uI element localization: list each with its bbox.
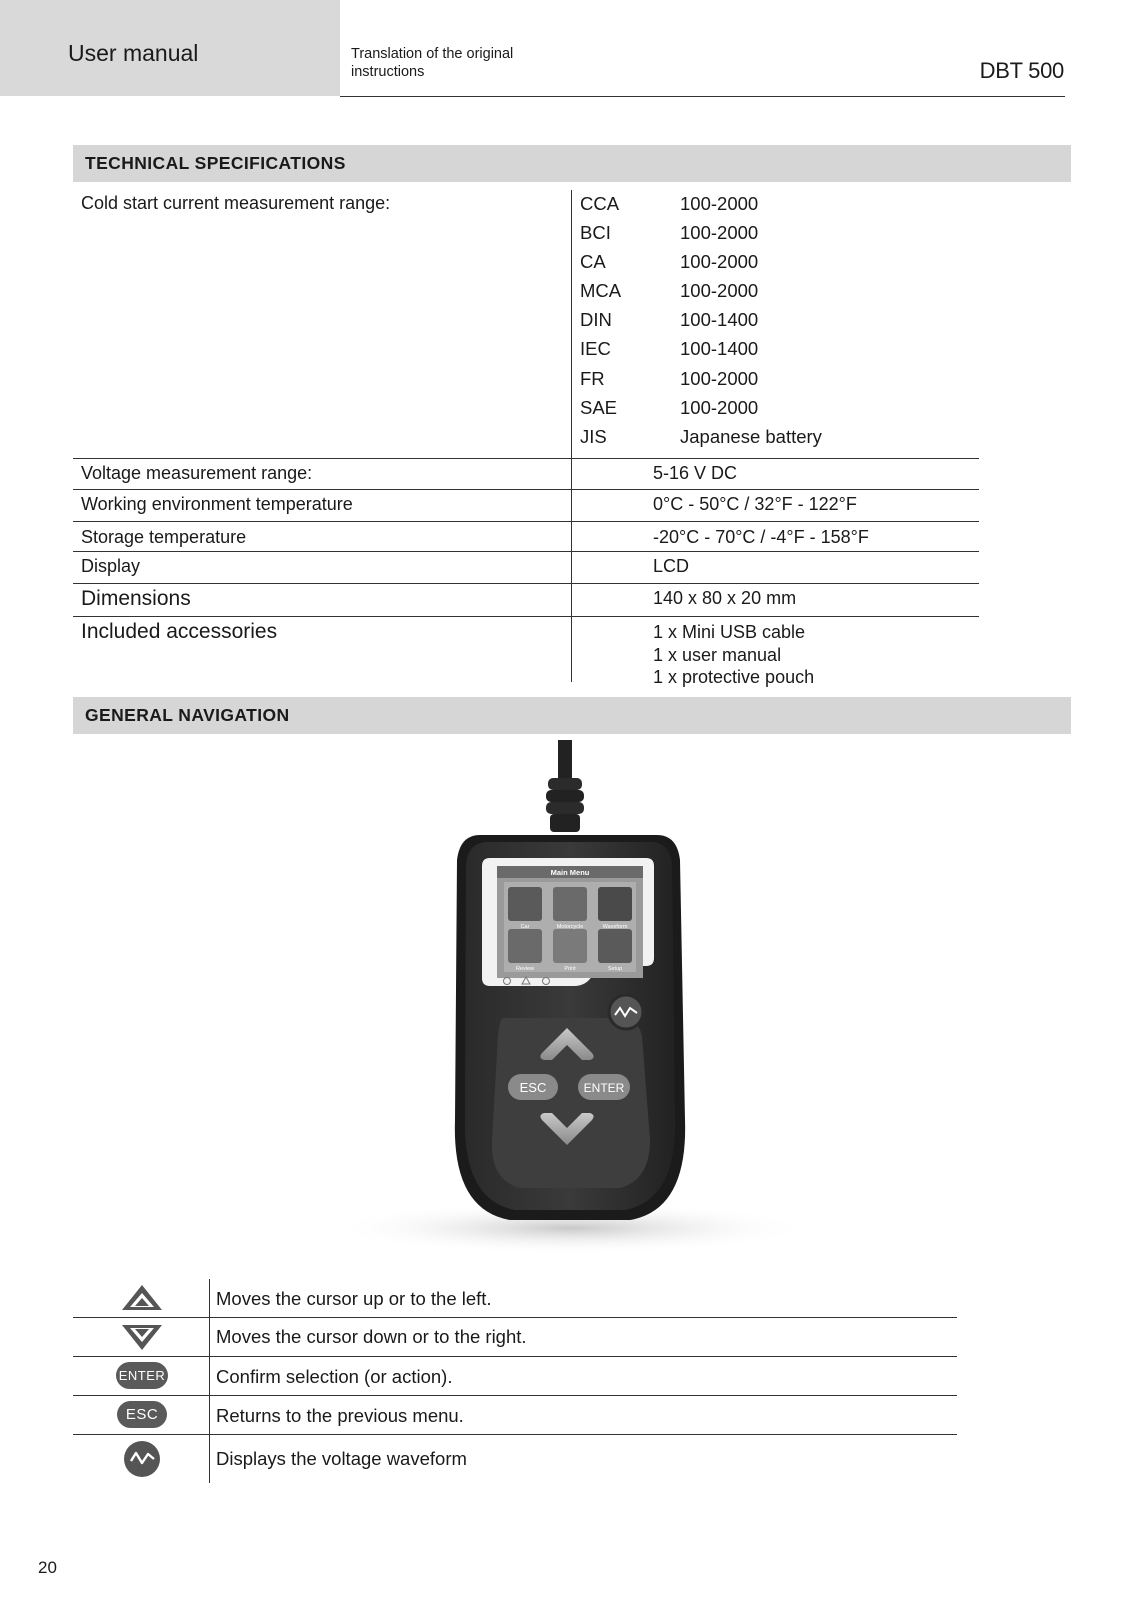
cold-start-item: FR 100-2000 — [580, 368, 759, 389]
spec-label: Working environment temperature — [81, 494, 353, 514]
menu-item-review: Review — [515, 966, 535, 972]
spec-row-cold-start — [73, 190, 979, 459]
accessory-item: 1 x Mini USB cable — [653, 622, 806, 642]
device-esc-button: ESC — [519, 1080, 547, 1095]
spec-row-dimensions — [73, 584, 979, 617]
cold-start-item: MCA 100-2000 — [580, 280, 759, 301]
spec-label: Included accessories — [81, 620, 278, 643]
nav-row-down — [73, 1317, 957, 1357]
page-number: 20 — [38, 1558, 57, 1577]
spec-row-working-temp — [73, 490, 979, 522]
nav-row-up — [73, 1279, 957, 1318]
nav-description: Confirm selection (or action). — [216, 1366, 453, 1387]
spec-value: 140 x 80 x 20 mm — [653, 588, 797, 608]
nav-description: Displays the voltage waveform — [216, 1448, 467, 1469]
spec-row-voltage — [73, 459, 979, 490]
header-subtitle: Translation of the original instructions — [351, 46, 514, 80]
cold-start-item: CA 100-2000 — [580, 251, 759, 272]
spec-row-display — [73, 552, 979, 584]
accessory-item: 1 x user manual — [653, 644, 782, 665]
nav-row-esc — [73, 1395, 957, 1435]
menu-item-setup: Setup — [607, 966, 623, 972]
spec-label: Cold start current measurement range: — [81, 193, 391, 213]
section-heading-technical-specifications: TECHNICAL SPECIFICATIONS — [73, 145, 1071, 182]
cold-start-item: CCA 100-2000 — [580, 193, 759, 214]
header-divider — [340, 96, 1065, 97]
spec-value: -20°C - 70°C / -4°F - 158°F — [653, 527, 869, 547]
menu-item-motorcycle: Motorcycle — [556, 924, 584, 930]
device-screen-title: Main Menu — [550, 868, 590, 877]
cold-start-item: IEC 100-1400 — [580, 338, 759, 359]
cold-start-item: JIS Japanese battery — [580, 426, 822, 447]
menu-item-waveform: Waveform — [602, 924, 628, 930]
spec-label: Voltage measurement range: — [81, 463, 313, 483]
header-model: DBT 500 — [979, 58, 1064, 83]
cold-start-item: SAE 100-2000 — [580, 397, 759, 418]
menu-item-print: Print — [564, 966, 576, 972]
accessories-list — [653, 621, 814, 689]
spec-label: Storage temperature — [81, 527, 247, 547]
down-arrow-icon — [120, 1322, 164, 1352]
accessory-item: 1 x protective pouch — [653, 667, 815, 687]
device-enter-button: ENTER — [583, 1081, 625, 1095]
esc-button-icon: ESC — [117, 1401, 167, 1428]
spec-label: Dimensions — [81, 587, 191, 610]
enter-button-icon: ENTER — [116, 1362, 168, 1389]
waveform-icon — [123, 1440, 161, 1478]
cold-start-item: DIN 100-1400 — [580, 309, 759, 330]
nav-row-waveform — [73, 1434, 957, 1483]
nav-description: Moves the cursor up or to the left. — [216, 1288, 492, 1309]
menu-item-car: Car — [520, 924, 530, 930]
spec-row-storage-temp — [73, 522, 979, 552]
cold-start-item: BCI 100-2000 — [580, 222, 759, 243]
spec-value: 0°C - 50°C / 32°F - 122°F — [653, 494, 857, 514]
spec-value: 5-16 V DC — [653, 463, 738, 483]
nav-description: Moves the cursor down or to the right. — [216, 1326, 527, 1347]
section-heading-general-navigation: GENERAL NAVIGATION — [73, 697, 1071, 734]
spec-row-accessories — [73, 617, 979, 687]
spec-value: LCD — [653, 556, 690, 576]
header-title: User manual — [68, 40, 199, 66]
nav-row-enter — [73, 1356, 957, 1396]
nav-description: Returns to the previous menu. — [216, 1405, 464, 1426]
battery-tester-illustration — [320, 740, 840, 1255]
spec-table — [73, 190, 979, 687]
spec-label: Display — [81, 556, 141, 576]
up-arrow-icon — [120, 1283, 164, 1313]
